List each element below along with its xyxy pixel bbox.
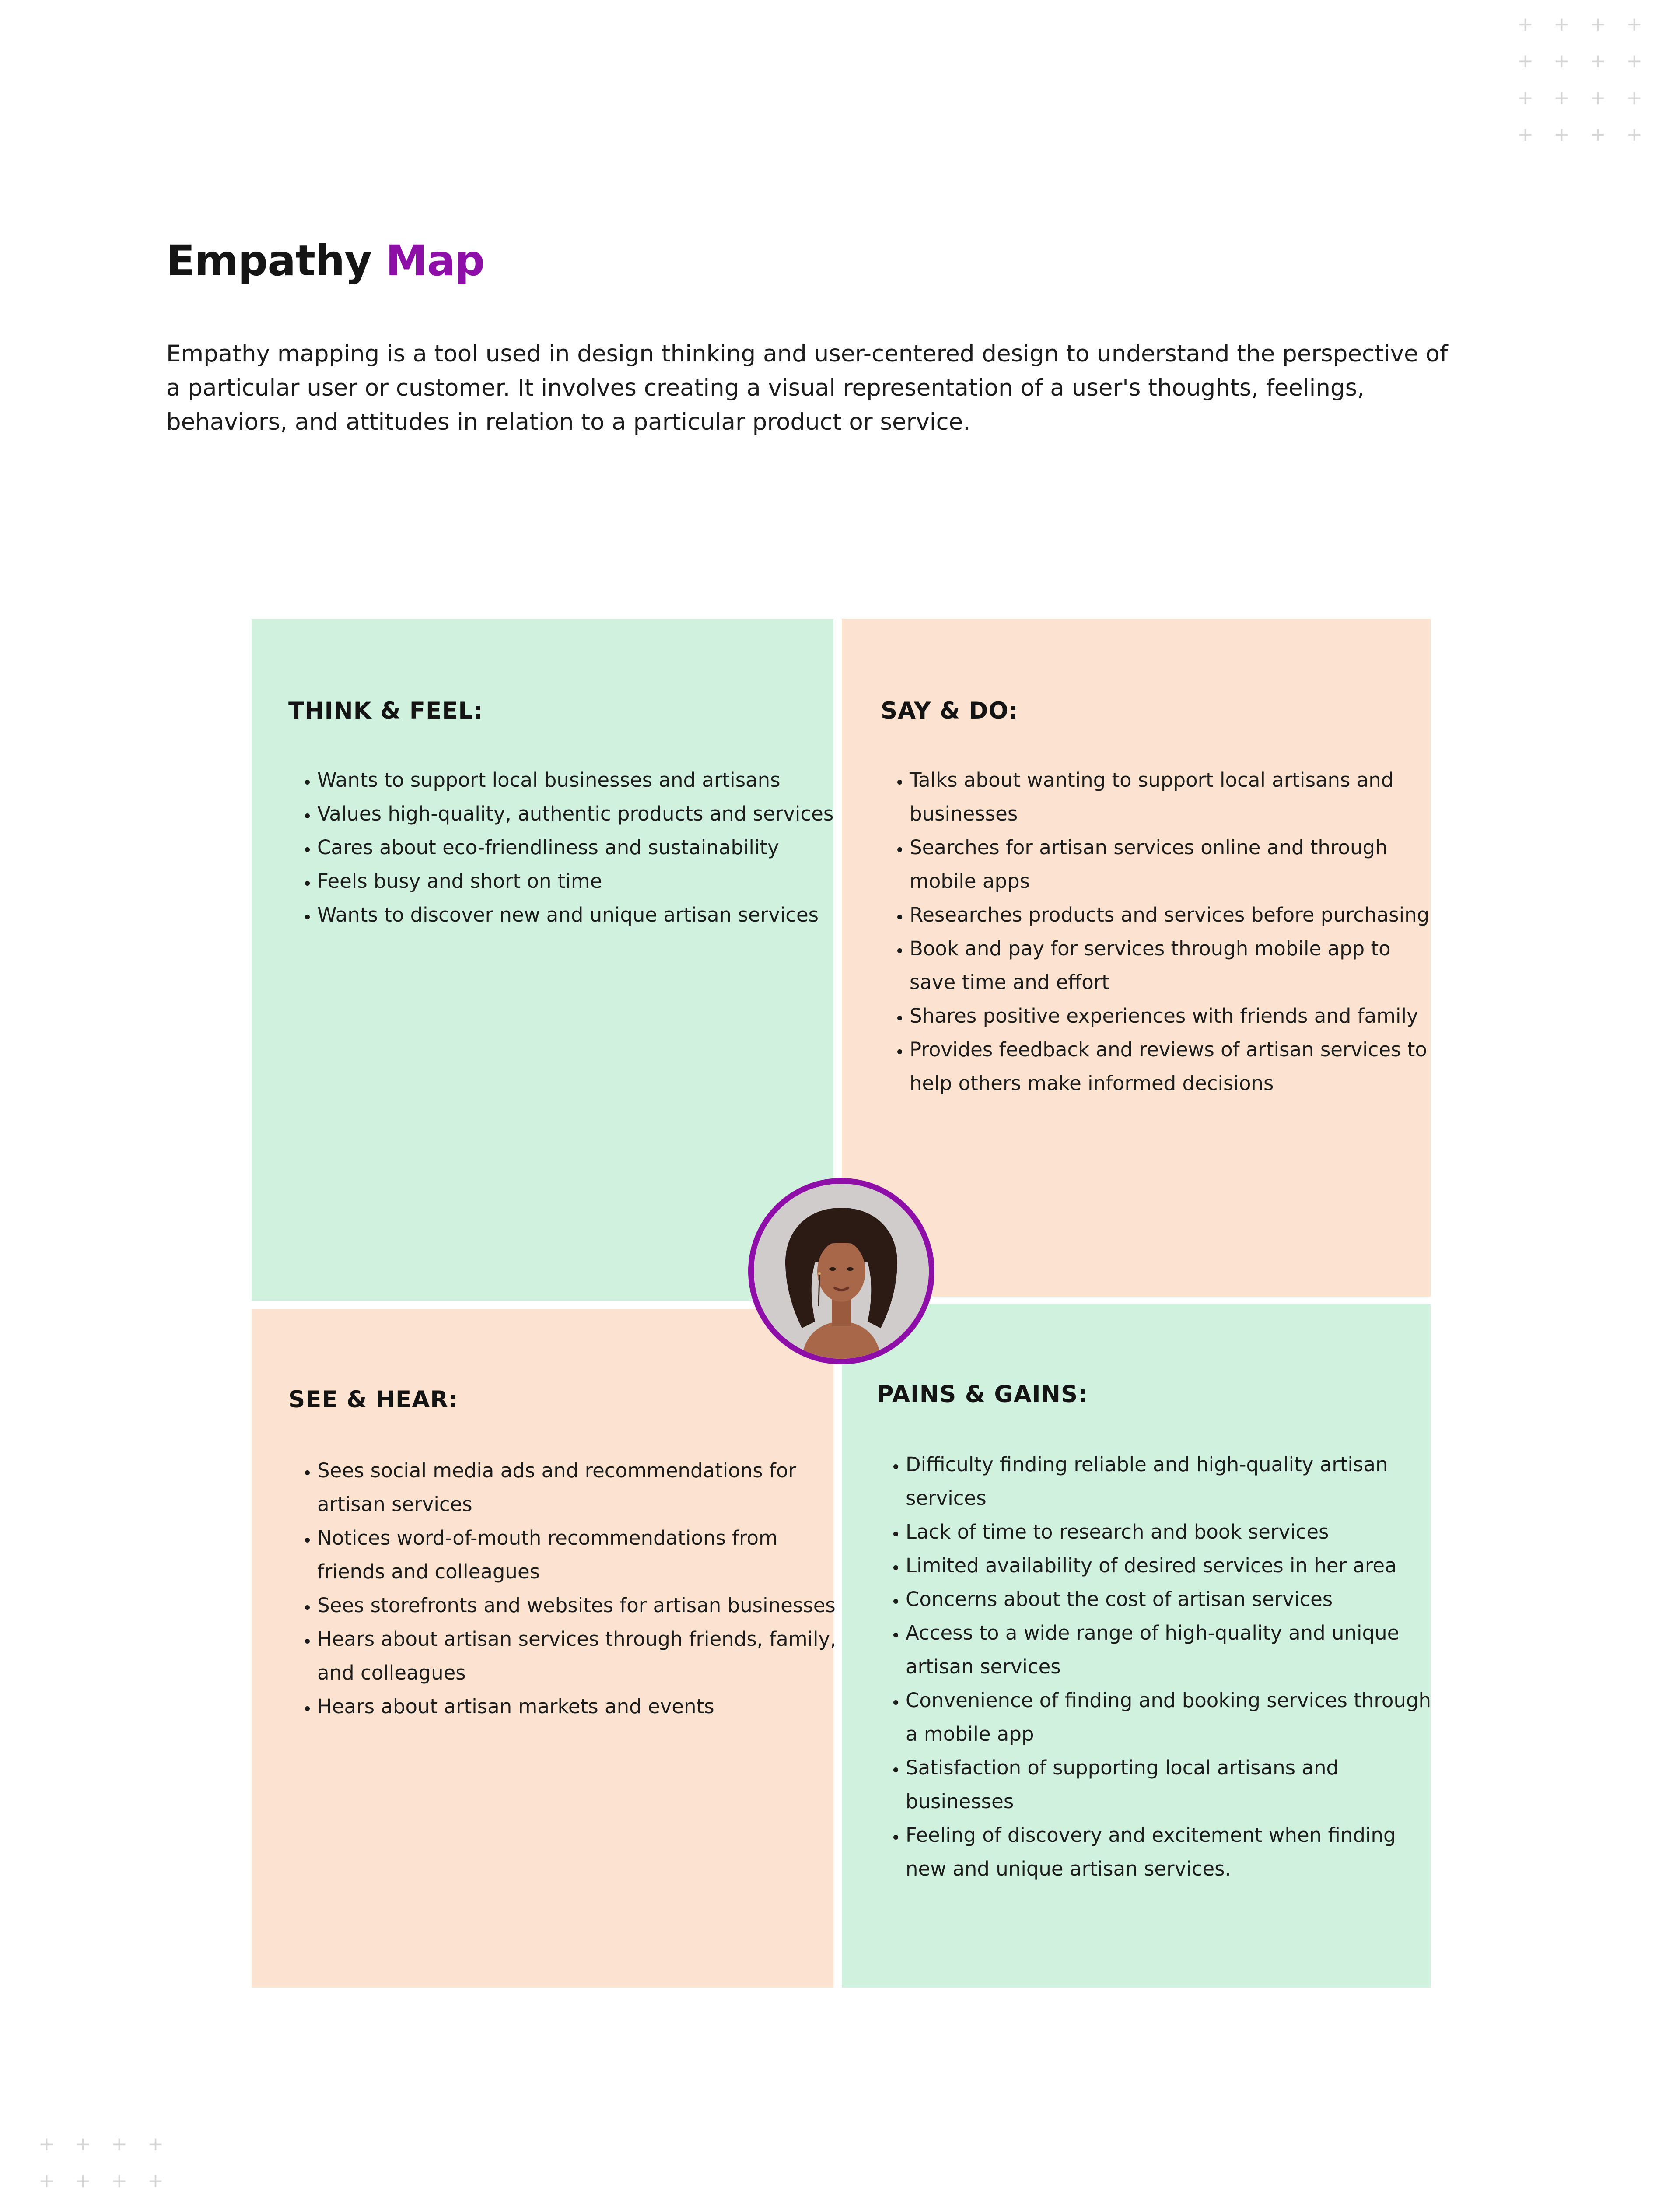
decorative-plus-grid-top xyxy=(1507,6,1652,153)
pains-gains-list xyxy=(877,1448,1439,1886)
title-main: Empathy xyxy=(166,236,371,285)
see-hear-list xyxy=(288,1454,842,1723)
plus-icon: + xyxy=(1626,13,1642,35)
list-item: • Sees storefronts and websites for artisan businesses xyxy=(317,1588,842,1622)
plus-icon: + xyxy=(1554,87,1570,109)
plus-icon: + xyxy=(1590,123,1606,146)
say-do-title: SAY & DO: xyxy=(881,698,1018,724)
see-hear-title: SEE & HEAR: xyxy=(288,1386,458,1413)
plus-icon: + xyxy=(75,2133,91,2155)
list-item: • Concerns about the cost of artisan services xyxy=(906,1582,1439,1616)
list-item: • Wants to support local businesses and artisans xyxy=(317,763,842,797)
list-item: • Convenience of finding and booking services through a mobile app xyxy=(906,1683,1439,1751)
think-feel-list xyxy=(288,763,842,932)
plus-icon: + xyxy=(1590,87,1606,109)
say-do-list xyxy=(881,763,1435,1100)
list-item: • Sees social media ads and recommendations for artisan services xyxy=(317,1454,842,1521)
plus-icon: + xyxy=(1590,13,1606,35)
list-item: • Book and pay for services through mobile app to save time and effort xyxy=(910,932,1435,999)
list-item: • Difficulty finding reliable and high-quality artisan services xyxy=(906,1448,1439,1515)
list-item: • Provides feedback and reviews of artisan services to help others make informed decisions xyxy=(910,1033,1435,1100)
plus-icon: + xyxy=(1590,50,1606,72)
decorative-plus-grid-bottom xyxy=(28,2126,174,2188)
plus-icon: + xyxy=(1626,87,1642,109)
plus-icon: + xyxy=(75,2170,91,2188)
plus-icon: + xyxy=(147,2133,164,2155)
pains-gains-title: PAINS & GAINS: xyxy=(877,1381,1088,1408)
plus-icon: + xyxy=(1554,123,1570,146)
list-item: • Hears about artisan services through friends, family, and colleagues xyxy=(317,1622,842,1690)
plus-icon: + xyxy=(111,2133,127,2155)
list-item: • Researches products and services before purchasing xyxy=(910,898,1435,932)
list-item: • Lack of time to research and book services xyxy=(906,1515,1439,1549)
list-item: • Satisfaction of supporting local artisans and businesses xyxy=(906,1751,1439,1818)
say-do-quadrant xyxy=(842,619,1431,1297)
list-item: • Access to a wide range of high-quality and unique artisan services xyxy=(906,1616,1439,1683)
list-item: • Notices word-of-mouth recommendations from friends and colleagues xyxy=(317,1521,842,1588)
plus-icon: + xyxy=(38,2170,55,2188)
plus-icon: + xyxy=(38,2133,55,2155)
list-item: • Shares positive experiences with friends and family xyxy=(910,999,1435,1033)
persona-photo-icon xyxy=(754,1184,929,1359)
title-accent: Map xyxy=(385,236,485,285)
think-feel-quadrant xyxy=(252,619,833,1301)
intro-paragraph: Empathy mapping is a tool used in design thinking and user-centered design to understand the perspective of a particular user or customer. It involves creating a visual representation of a user's thoughts, feelings, behaviors, and attitudes in relation to a particular product or service. xyxy=(166,340,1448,435)
list-item: • Wants to discover new and unique artisan services xyxy=(317,898,842,932)
plus-icon: + xyxy=(1554,13,1570,35)
persona-avatar xyxy=(748,1178,934,1364)
plus-icon: + xyxy=(1517,123,1533,146)
page-title xyxy=(166,236,484,285)
plus-icon: + xyxy=(1554,50,1570,72)
pains-gains-quadrant xyxy=(842,1304,1431,1988)
list-item: • Feels busy and short on time xyxy=(317,864,842,898)
plus-icon: + xyxy=(1517,50,1533,72)
list-item: • Searches for artisan services online and through mobile apps xyxy=(910,831,1435,898)
plus-icon: + xyxy=(147,2170,164,2188)
plus-icon: + xyxy=(1517,87,1533,109)
plus-icon: + xyxy=(1626,50,1642,72)
list-item: • Feeling of discovery and excitement when finding new and unique artisan services. xyxy=(906,1818,1439,1886)
list-item: • Talks about wanting to support local artisans and businesses xyxy=(910,763,1435,831)
list-item: • Hears about artisan markets and events xyxy=(317,1690,842,1723)
list-item: • Values high-quality, authentic products and services xyxy=(317,797,842,831)
list-item: • Limited availability of desired services in her area xyxy=(906,1549,1439,1582)
plus-icon: + xyxy=(1626,123,1642,146)
see-hear-quadrant xyxy=(252,1309,836,1988)
plus-icon: + xyxy=(1517,13,1533,35)
list-item: • Cares about eco-friendliness and sustainability xyxy=(317,831,842,864)
think-feel-title: THINK & FEEL: xyxy=(288,698,483,724)
plus-icon: + xyxy=(111,2170,127,2188)
